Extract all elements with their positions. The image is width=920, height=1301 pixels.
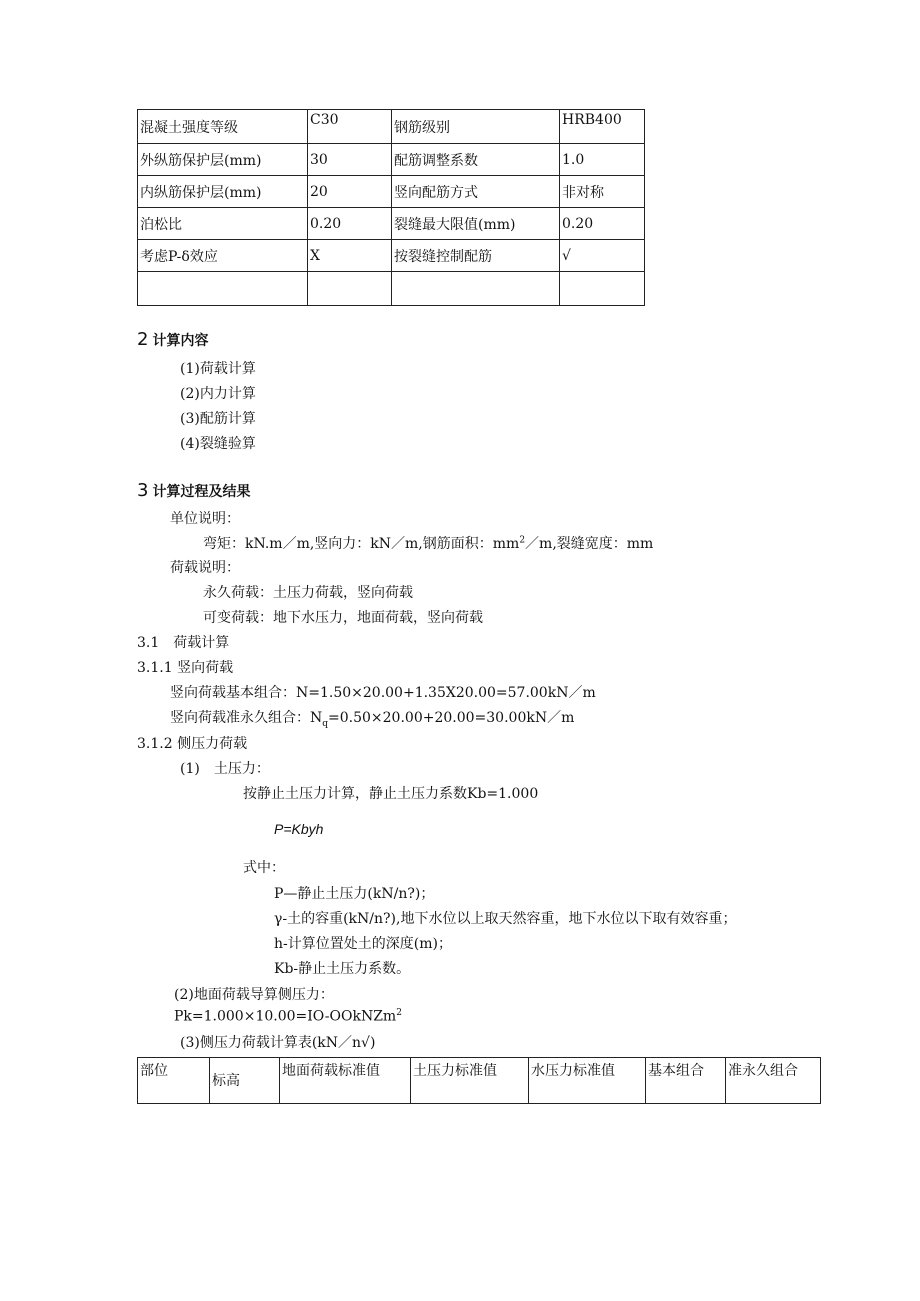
formula: P=Kbyh (274, 821, 324, 837)
section-title: 计算过程及结果 (152, 484, 251, 500)
table-cell (392, 272, 560, 306)
table-row (138, 144, 645, 176)
table-cell (560, 272, 645, 306)
table-cell: 泊松比 (138, 208, 308, 240)
pk-formula: Pk=1.000×10.00=IO-OOkNZm$^2$ (174, 1008, 402, 1025)
column-header: 地面荷载标准值 (280, 1058, 411, 1104)
list-item: (3)侧压力荷载计算表(kN／n√) (180, 1035, 376, 1051)
subsection-heading: 3.1.2 侧压力荷载 (137, 736, 248, 752)
side-pressure-table (137, 1057, 821, 1104)
table-cell: 非对称 (560, 176, 645, 208)
definition: γ-土的容重(kN/n?),地下水位以上取天然容重，地下水位以下取有效容重； (274, 911, 737, 927)
column-header: 标高 (210, 1058, 280, 1104)
table-cell: √ (560, 240, 645, 272)
table-row (138, 110, 645, 144)
table-header-row (138, 1058, 821, 1104)
section-number: 2 (137, 329, 149, 350)
section-number: 3 (137, 480, 149, 501)
list-item: (1) 土压力： (180, 761, 270, 777)
table-cell: 30 (308, 144, 392, 176)
list-item: (4)裂缝验算 (180, 436, 256, 452)
section-2-heading (137, 329, 208, 350)
definition: Kb-静止土压力系数。 (274, 961, 411, 977)
subsection-heading: 3.1.1 竖向荷载 (137, 660, 234, 676)
table-row (138, 240, 645, 272)
table-cell (138, 272, 308, 306)
table-cell: C30 (308, 110, 392, 144)
variable-load: 可变荷载：地下水压力，地面荷载，竖向荷载 (203, 610, 483, 626)
column-header: 部位 (138, 1058, 210, 1104)
list-item: (3)配筋计算 (180, 411, 256, 427)
load-heading: 荷载说明： (170, 560, 240, 576)
table-cell: 20 (308, 176, 392, 208)
unit-heading: 单位说明： (170, 511, 240, 527)
column-header: 土压力标准值 (411, 1058, 529, 1104)
section-title: 计算内容 (152, 333, 209, 349)
table-cell: 混凝土强度等级 (138, 110, 308, 144)
table-row (138, 208, 645, 240)
table-cell: HRB400 (560, 110, 645, 144)
where-label: 式中： (243, 860, 285, 876)
parameters-table (137, 109, 645, 306)
table-cell: 外纵筋保护层(mm) (138, 144, 308, 176)
static-pressure-text: 按静止土压力计算，静止土压力系数Kb=1.000 (243, 786, 539, 802)
definition: h-计算位置处土的深度(m)； (274, 936, 452, 952)
table-cell: 竖向配筋方式 (392, 176, 560, 208)
table-row (138, 176, 645, 208)
permanent-load: 永久荷载：土压力荷载，竖向荷载 (203, 585, 413, 601)
column-header: 准永久组合 (726, 1058, 821, 1104)
table-cell: 钢筋级别 (392, 110, 560, 144)
subsection-heading: 3.1 荷载计算 (137, 635, 230, 651)
table-cell: 考虑P-δ效应 (138, 240, 308, 272)
table-cell: X (308, 240, 392, 272)
section-3-heading (137, 480, 250, 501)
column-header: 水压力标准值 (529, 1058, 646, 1104)
list-item: (2)内力计算 (180, 386, 256, 402)
basic-combination: 竖向荷载基本组合：N=1.50×20.00+1.35X20.00=57.00kN／m (170, 685, 596, 701)
table-cell: 内纵筋保护层(mm) (138, 176, 308, 208)
table-cell (308, 272, 392, 306)
quasi-permanent-combination: 竖向荷载准永久组合：$N_q=0.50\times 20.00+20.00=30.00kN/m$ (170, 710, 575, 729)
table-cell: 按裂缝控制配筋 (392, 240, 560, 272)
table-cell: 0.20 (560, 208, 645, 240)
list-item: (2)地面荷载导算侧压力： (174, 987, 334, 1003)
definition: P—静止土压力(kN/n?)； (274, 886, 435, 902)
table-cell: 配筋调整系数 (392, 144, 560, 176)
table-cell: 0.20 (308, 208, 392, 240)
unit-text: 弯矩：kN.m／m,竖向力：kN／m,钢筋面积：$mm^2/m$,裂缝宽度：mm (203, 535, 654, 552)
list-item: (1)荷载计算 (180, 361, 256, 377)
table-row (138, 272, 645, 306)
column-header: 基本组合 (646, 1058, 726, 1104)
table-cell: 1.0 (560, 144, 645, 176)
table-cell: 裂缝最大限值(mm) (392, 208, 560, 240)
